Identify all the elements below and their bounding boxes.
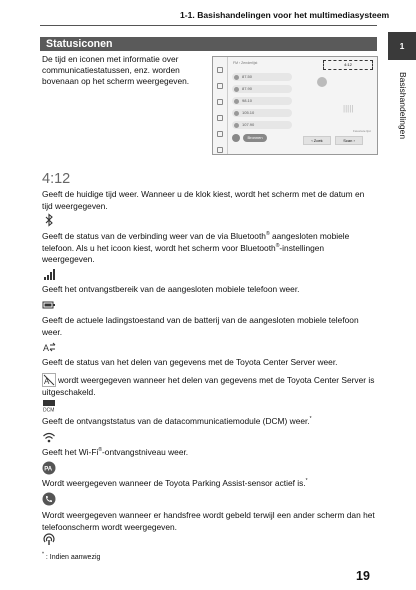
battery-icon xyxy=(42,298,56,312)
station-row: 98.10 xyxy=(232,97,292,105)
chapter-header: 1-1. Basishandelingen voor het multimediasysteem xyxy=(180,10,390,20)
entry-parking-text: Wordt weergegeven wanneer de Toyota Parking Assist-sensor actief is.* xyxy=(42,478,308,488)
wifi-icon xyxy=(42,430,56,444)
signal-broadcast-icon xyxy=(42,532,56,546)
entry-dcm-text: Geeft de ontvangststatus van de datacommunicatiemodule (DCM) weer.* xyxy=(42,416,312,426)
footnote: * : Indien aanwezig xyxy=(42,551,101,561)
header-divider xyxy=(40,25,377,26)
svg-text:DCM: DCM xyxy=(43,407,55,412)
entry-bluetooth-text: Geeft de status van de verbinding weer van de via Bluetooth® aangesloten mobiele telefoon. Als u het icoon kiest, wordt het scherm voor Bluetooth®-instellingen weergegeven. xyxy=(42,231,350,265)
station-row: 87.50 xyxy=(232,73,292,81)
svg-text:A: A xyxy=(44,377,50,386)
svg-text:A: A xyxy=(43,343,50,353)
entry-data-sharing-text: Geeft de status van het delen van gegevens met de Toyota Center Server weer. xyxy=(42,357,338,367)
entry-wifi-text: Geeft het Wi-Fi®-ontvangstniveau weer. xyxy=(42,447,189,457)
time-example: 4:12 xyxy=(42,171,71,187)
entry-handsfree-text: Wordt weergegeven wanneer er handsfree wordt gebeld terwijl een ander scherm dan het telefoonscherm wordt weergegeven. xyxy=(42,510,375,532)
screen-nav-rail xyxy=(213,57,228,154)
data-sharing-icon xyxy=(42,340,56,354)
parking-assist-icon xyxy=(42,461,56,475)
bluetooth-icon xyxy=(42,213,56,227)
entry-battery-text: Geeft de actuele ladingstoestand van de batterij van de aangesloten mobiele telefoon weer. xyxy=(42,315,359,337)
screen-status-area: 4:12 xyxy=(323,60,373,70)
side-label: Basishandelingen xyxy=(398,72,408,140)
seek-prev-button: ‹ Zoek xyxy=(303,136,331,145)
dcm-icon xyxy=(42,398,56,412)
entry-clock-text: Geeft de huidige tijd weer. Wanneer u de klok kiest, wordt het scherm met de datum en tijd weergegeven. xyxy=(42,189,365,211)
station-row: 105.10 xyxy=(232,109,292,117)
screen-illustration xyxy=(212,56,378,155)
scan-button: Scan › xyxy=(335,136,363,145)
source-button: Bronnen xyxy=(243,134,267,142)
album-art-icon xyxy=(317,77,327,87)
station-row: 107.90 xyxy=(232,121,292,129)
audio-wave-icon: ||||| xyxy=(343,104,354,113)
signal-bars-icon xyxy=(42,267,56,281)
page-number: 19 xyxy=(356,569,370,583)
station-row: 87.90 xyxy=(232,85,292,93)
svg-text:PA: PA xyxy=(44,466,53,473)
screen-breadcrumb: FM › Zenderlijst xyxy=(233,61,258,65)
chapter-tab: 1 xyxy=(388,32,416,60)
entry-data-sharing-off-text: wordt weergegeven wanneer het delen van gegevens met de Toyota Center Server is uitgeschakeld. xyxy=(42,375,375,397)
preset-label: Favoriete lijst xyxy=(353,129,371,133)
play-icon xyxy=(232,134,240,142)
handsfree-call-icon xyxy=(42,492,56,506)
entry-signal-text: Geeft het ontvangstbereik van de aangesloten mobiele telefoon weer. xyxy=(42,284,300,294)
section-title: Statusiconen xyxy=(40,37,377,51)
section-intro: De tijd en iconen met informatie over communicatiestatussen, enz. worden bovenaan op het scherm weergegeven. xyxy=(42,54,190,86)
